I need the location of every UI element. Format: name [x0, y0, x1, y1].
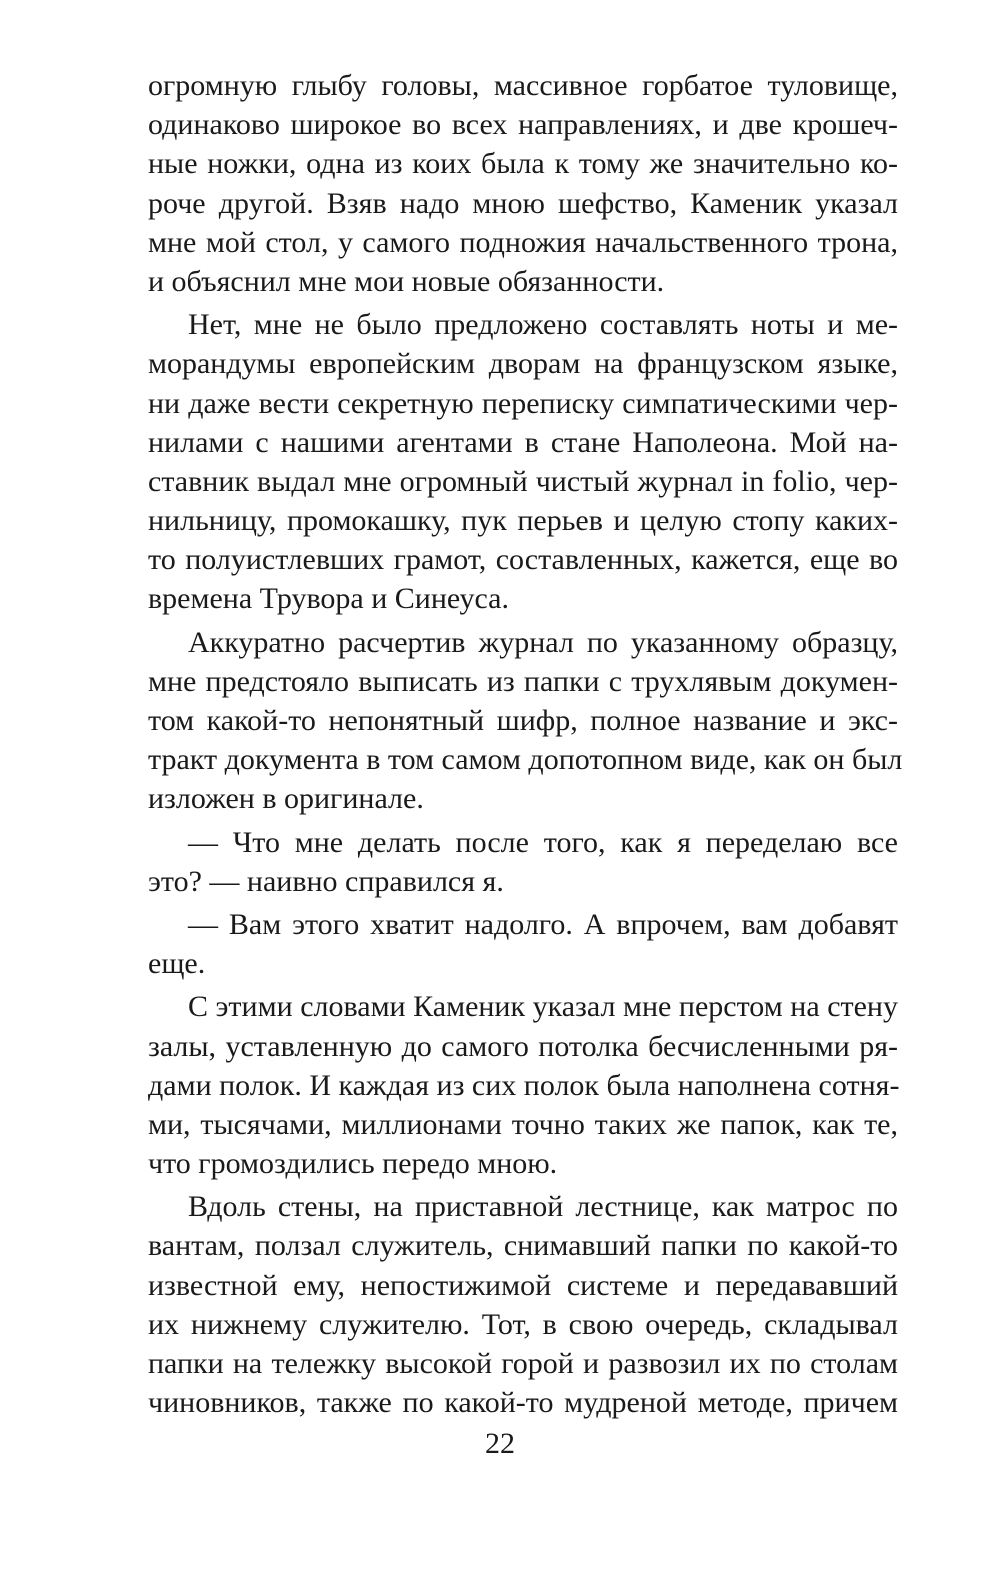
- text-line: изложен в оригинале.: [148, 782, 424, 816]
- text-line: дами полок. И каждая из сих полок была наполнена сотня-: [148, 1068, 900, 1102]
- text-line: и объяснил мне мои новые обязанности.: [148, 264, 665, 298]
- text-line: морандумы европейским дворам на французском языке,: [148, 347, 898, 381]
- text-line: ни даже вести секретную переписку симпатическими чер-: [148, 386, 898, 420]
- text-line: мне предстояло выписать из папки с трухлявым докумен-: [148, 664, 898, 698]
- text-line: Нет, мне не было предложено составлять ноты и ме-: [188, 308, 898, 342]
- paragraph-5: [148, 1187, 898, 1422]
- text-line: что громоздились передо мною.: [148, 1147, 558, 1181]
- paragraph-4: [148, 987, 898, 1183]
- dialogue-line-1: [148, 823, 898, 901]
- text-line: нильницу, промокашку, пук перьев и целую стопу каких-: [148, 504, 898, 538]
- page-number: 22: [485, 1427, 515, 1460]
- paragraph-2: [148, 305, 898, 619]
- text-line: то полуистлевших грамот, составленных, кажется, еще во: [148, 543, 898, 577]
- text-line: одинаково широкое во всех направлениях, и две крошеч-: [148, 108, 898, 142]
- text-line: том какой-то непонятный шифр, полное название и экс-: [148, 704, 898, 737]
- text-line: это? — наивно справился я.: [148, 864, 504, 898]
- page-body: [148, 66, 903, 1422]
- text-line: известной ему, непостижимой системе и передававший: [148, 1268, 898, 1302]
- text-line: нилами с нашими агентами в стане Наполеона. Мой на-: [148, 425, 898, 459]
- text-line: вантам, ползал служитель, снимавший папки по какой-то: [148, 1229, 898, 1263]
- text-line: роче другой. Взяв надо мною шефство, Каменик указал: [148, 186, 898, 220]
- text-line: С этими словами Каменик указал мне перстом на стену: [188, 990, 898, 1024]
- text-line: Вдоль стены, на приставной лестнице, как матрос по: [188, 1190, 898, 1224]
- text-line: Аккуратно расчертив журнал по указанному образцу,: [188, 625, 898, 659]
- text-line: — Что мне делать после того, как я переделаю все: [188, 825, 898, 859]
- text-line: тракт документа в том самом допотопном виде, как он был: [148, 743, 903, 777]
- paragraph-3: [148, 623, 903, 819]
- dialogue-line-2: [148, 905, 898, 983]
- text-line: — Вам этого хватит надолго. А впрочем, вам добавят: [188, 907, 898, 941]
- text-line: ные ножки, одна из коих была к тому же значительно ко-: [148, 147, 898, 181]
- text-line: огромную глыбу головы, массивное горбатое туловище,: [148, 69, 898, 102]
- text-line: их нижнему служителю. Тот, в свою очередь, складывал: [148, 1307, 898, 1341]
- text-line: чиновников, также по какой-то мудреной методе, причем: [148, 1386, 898, 1420]
- text-line: еще.: [148, 947, 206, 981]
- text-line: папки на тележку высокой горой и развозил их по столам: [148, 1347, 898, 1380]
- text-line: залы, уставленную до самого потолка бесчисленными ря-: [148, 1029, 898, 1063]
- paragraph-1: [148, 66, 898, 301]
- text-line: мне мой стол, у самого подножия начальственного трона,: [148, 225, 898, 259]
- text-line: времена Трувора и Синеуса.: [148, 582, 509, 616]
- text-line: ми, тысячами, миллионами точно таких же папок, как те,: [148, 1107, 898, 1141]
- text-line: ставник выдал мне огромный чистый журнал in folio, чер-: [148, 464, 898, 498]
